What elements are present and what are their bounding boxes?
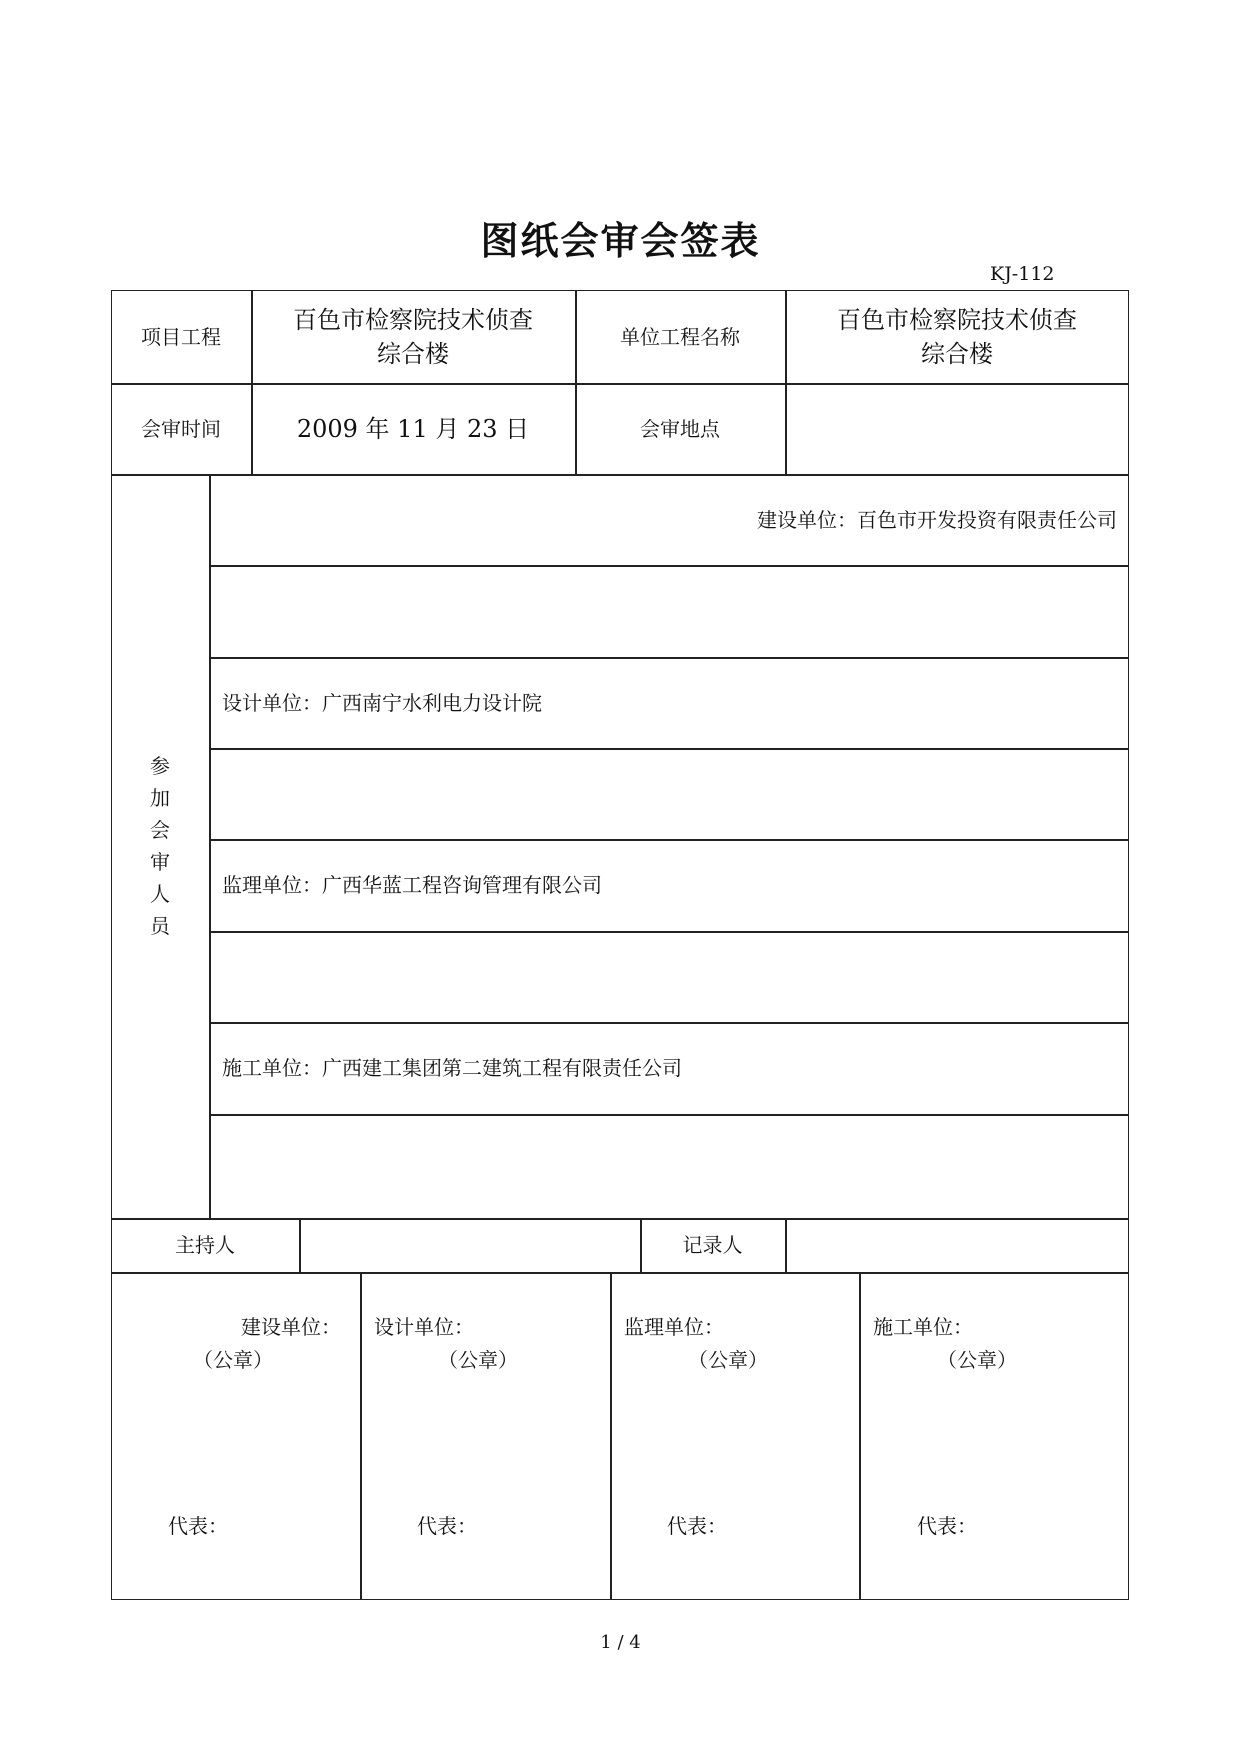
form-title: 图纸会审会签表 xyxy=(480,219,761,263)
unit-name-line2: 综合楼 xyxy=(921,339,993,368)
seal-design-unit-label: 设计单位： xyxy=(374,1315,474,1339)
page-indicator: 1 / 4 xyxy=(600,1632,641,1653)
project-name-line1: 百色市检察院技术侦查 xyxy=(293,305,533,334)
construction-signature-row[interactable] xyxy=(209,565,1129,657)
divider xyxy=(610,1272,612,1600)
builder-signature-row[interactable] xyxy=(209,1114,1129,1218)
seal-builder-unit-label: 施工单位： xyxy=(873,1315,973,1339)
supervision-signature-row[interactable] xyxy=(209,931,1129,1022)
seal-construction-rep: 代表： xyxy=(168,1514,228,1538)
divider xyxy=(859,1272,861,1600)
builder-unit-row: 施工单位：广西建工集团第二建筑工程有限责任公司 xyxy=(222,1056,682,1080)
construction-unit-row: 建设单位：百色市开发投资有限责任公司 xyxy=(757,507,1117,532)
label-meeting-place: 会审地点 xyxy=(640,416,720,441)
supervision-unit-row: 监理单位：广西华蓝工程咨询管理有限公司 xyxy=(222,873,602,897)
seal-supervision-unit-label: 监理单位： xyxy=(624,1315,724,1339)
project-name-value xyxy=(251,290,575,383)
label-project: 项目工程 xyxy=(141,324,221,349)
seal-builder-rep: 代表： xyxy=(917,1514,977,1538)
label-recorder: 记录人 xyxy=(682,1233,743,1257)
unit-name-line1: 百色市检察院技术侦查 xyxy=(837,305,1077,334)
design-unit-row: 设计单位：广西南宁水利电力设计院 xyxy=(222,690,542,715)
label-meeting-time: 会审时间 xyxy=(141,416,221,441)
seal-builder-stamp: （公章） xyxy=(937,1348,1017,1372)
design-signature-row[interactable] xyxy=(209,748,1129,839)
recorder-value[interactable] xyxy=(785,1218,1129,1272)
meeting-place-value[interactable] xyxy=(785,383,1129,474)
meeting-time-value: 2009 年 11 月 23 日 xyxy=(296,414,530,443)
divider xyxy=(111,1272,1129,1274)
project-name-line2: 综合楼 xyxy=(377,339,449,368)
form-code: KJ-112 xyxy=(990,263,1055,285)
participants-side-label: 参 加 会 审 人 员 xyxy=(150,754,170,938)
seal-design-rep: 代表： xyxy=(417,1514,477,1538)
seal-construction-stamp: （公章） xyxy=(193,1348,273,1372)
seal-construction-unit-label: 建设单位： xyxy=(241,1315,341,1339)
host-value[interactable] xyxy=(299,1218,640,1272)
divider xyxy=(360,1272,362,1600)
label-unit-name: 单位工程名称 xyxy=(620,324,740,349)
seal-design-stamp: （公章） xyxy=(438,1348,518,1372)
seal-supervision-rep: 代表： xyxy=(667,1514,727,1538)
seal-supervision-stamp: （公章） xyxy=(688,1348,768,1372)
unit-name-value xyxy=(785,290,1129,383)
label-host: 主持人 xyxy=(175,1233,235,1257)
